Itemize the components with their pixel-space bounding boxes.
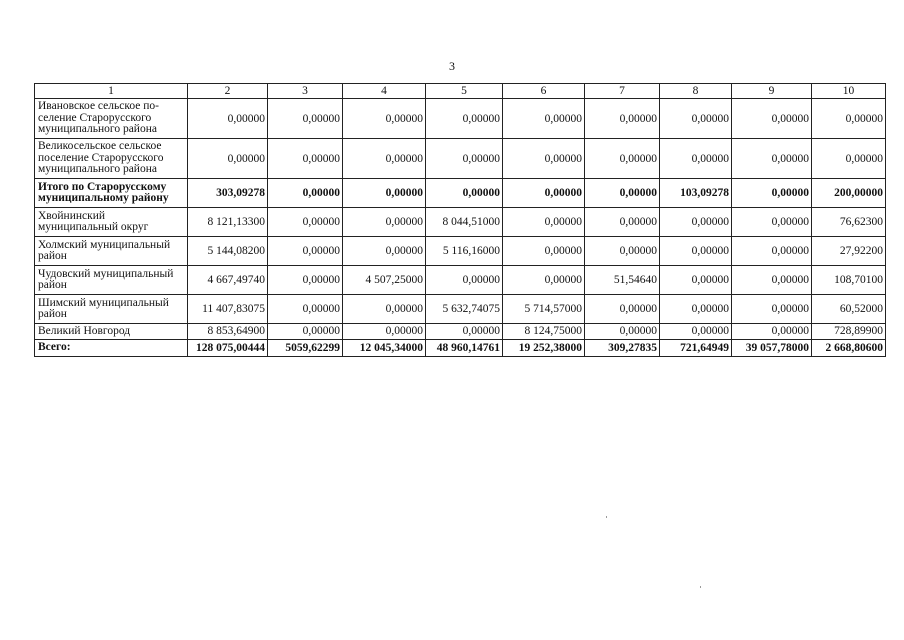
column-number-9: 9: [732, 84, 812, 99]
cell-value: 5 116,16000: [426, 237, 503, 266]
cell-value: 128 075,00444: [188, 340, 268, 357]
cell-value: 8 044,51000: [426, 208, 503, 237]
cell-value: 27,92200: [812, 237, 886, 266]
cell-value: 0,00000: [343, 179, 426, 208]
cell-value: 5059,62299: [268, 340, 343, 357]
cell-value: 0,00000: [503, 266, 585, 295]
cell-value: 51,54640: [585, 266, 660, 295]
cell-value: 0,00000: [343, 208, 426, 237]
cell-value: 0,00000: [426, 266, 503, 295]
cell-value: 8 121,13300: [188, 208, 268, 237]
cell-value: 5 632,74075: [426, 295, 503, 324]
column-number-6: 6: [503, 84, 585, 99]
cell-value: 0,00000: [585, 179, 660, 208]
cell-value: 0,00000: [732, 208, 812, 237]
cell-value: 0,00000: [812, 99, 886, 139]
scan-speck: [606, 516, 607, 518]
cell-value: 303,09278: [188, 179, 268, 208]
subtotal-row: [35, 179, 886, 208]
table-header-row: [35, 84, 886, 99]
row-name: Шимский муниципальный район: [35, 295, 188, 324]
cell-value: 0,00000: [426, 324, 503, 340]
cell-value: 0,00000: [585, 208, 660, 237]
cell-value: 8 853,64900: [188, 324, 268, 340]
cell-value: 721,64949: [660, 340, 732, 357]
cell-value: 0,00000: [343, 237, 426, 266]
cell-value: 0,00000: [268, 266, 343, 295]
cell-value: 39 057,78000: [732, 340, 812, 357]
cell-value: 48 960,14761: [426, 340, 503, 357]
row-name: Великий Новгород: [35, 324, 188, 340]
cell-value: 0,00000: [188, 99, 268, 139]
column-number-1: 1: [35, 84, 188, 99]
column-number-10: 10: [812, 84, 886, 99]
cell-value: 0,00000: [343, 324, 426, 340]
cell-value: 5 144,08200: [188, 237, 268, 266]
cell-value: 0,00000: [732, 99, 812, 139]
row-name: Великосельское сельское поселение Старорусского муниципального района: [35, 139, 188, 179]
cell-value: 0,00000: [503, 237, 585, 266]
cell-value: 8 124,75000: [503, 324, 585, 340]
cell-value: 0,00000: [343, 295, 426, 324]
cell-value: 0,00000: [660, 139, 732, 179]
grand-total-row: [35, 340, 886, 357]
table-row: [35, 99, 886, 139]
table-row: [35, 237, 886, 266]
row-name: Итого по Старорусскому муниципальному району: [35, 179, 188, 208]
cell-value: 0,00000: [268, 99, 343, 139]
cell-value: 0,00000: [426, 179, 503, 208]
cell-value: 0,00000: [503, 139, 585, 179]
table-row: [35, 295, 886, 324]
column-number-7: 7: [585, 84, 660, 99]
budget-table: [34, 83, 886, 357]
cell-value: 0,00000: [660, 99, 732, 139]
column-number-2: 2: [188, 84, 268, 99]
cell-value: 2 668,80600: [812, 340, 886, 357]
column-number-4: 4: [343, 84, 426, 99]
page-number: 3: [449, 59, 455, 73]
cell-value: 0,00000: [812, 139, 886, 179]
cell-value: 0,00000: [585, 99, 660, 139]
cell-value: 0,00000: [732, 179, 812, 208]
cell-value: 0,00000: [268, 179, 343, 208]
cell-value: 0,00000: [732, 295, 812, 324]
row-name: Ивановское сельское по-селение Старорусского муниципального района: [35, 99, 188, 139]
cell-value: 5 714,57000: [503, 295, 585, 324]
column-number-3: 3: [268, 84, 343, 99]
cell-value: 11 407,83075: [188, 295, 268, 324]
cell-value: 0,00000: [732, 266, 812, 295]
cell-value: 0,00000: [268, 295, 343, 324]
cell-value: 4 667,49740: [188, 266, 268, 295]
table-row: [35, 208, 886, 237]
table-row: [35, 266, 886, 295]
cell-value: 4 507,25000: [343, 266, 426, 295]
cell-value: 0,00000: [660, 295, 732, 324]
cell-value: 0,00000: [585, 237, 660, 266]
cell-value: 108,70100: [812, 266, 886, 295]
cell-value: 0,00000: [268, 139, 343, 179]
cell-value: 0,00000: [268, 237, 343, 266]
cell-value: 0,00000: [343, 139, 426, 179]
cell-value: 0,00000: [426, 99, 503, 139]
cell-value: 0,00000: [343, 99, 426, 139]
cell-value: 0,00000: [426, 139, 503, 179]
cell-value: 0,00000: [585, 295, 660, 324]
cell-value: 0,00000: [660, 208, 732, 237]
cell-value: 0,00000: [585, 139, 660, 179]
row-name: Всего:: [35, 340, 188, 357]
cell-value: 0,00000: [188, 139, 268, 179]
cell-value: 12 045,34000: [343, 340, 426, 357]
cell-value: 0,00000: [268, 208, 343, 237]
cell-value: 0,00000: [585, 324, 660, 340]
cell-value: 0,00000: [660, 324, 732, 340]
column-number-8: 8: [660, 84, 732, 99]
cell-value: 60,52000: [812, 295, 886, 324]
table-row: [35, 324, 886, 340]
column-number-5: 5: [426, 84, 503, 99]
cell-value: 309,27835: [585, 340, 660, 357]
cell-value: 0,00000: [732, 324, 812, 340]
row-name: Хвойнинский муниципальный округ: [35, 208, 188, 237]
cell-value: 728,89900: [812, 324, 886, 340]
cell-value: 0,00000: [503, 99, 585, 139]
cell-value: 0,00000: [732, 139, 812, 179]
cell-value: 200,00000: [812, 179, 886, 208]
cell-value: 19 252,38000: [503, 340, 585, 357]
cell-value: 0,00000: [660, 266, 732, 295]
cell-value: 0,00000: [268, 324, 343, 340]
scan-speck: [700, 586, 701, 588]
cell-value: 0,00000: [660, 237, 732, 266]
cell-value: 0,00000: [503, 179, 585, 208]
table-row: [35, 139, 886, 179]
cell-value: 76,62300: [812, 208, 886, 237]
cell-value: 0,00000: [503, 208, 585, 237]
cell-value: 103,09278: [660, 179, 732, 208]
cell-value: 0,00000: [732, 237, 812, 266]
row-name: Холмский муниципальный район: [35, 237, 188, 266]
row-name: Чудовский муниципальный район: [35, 266, 188, 295]
